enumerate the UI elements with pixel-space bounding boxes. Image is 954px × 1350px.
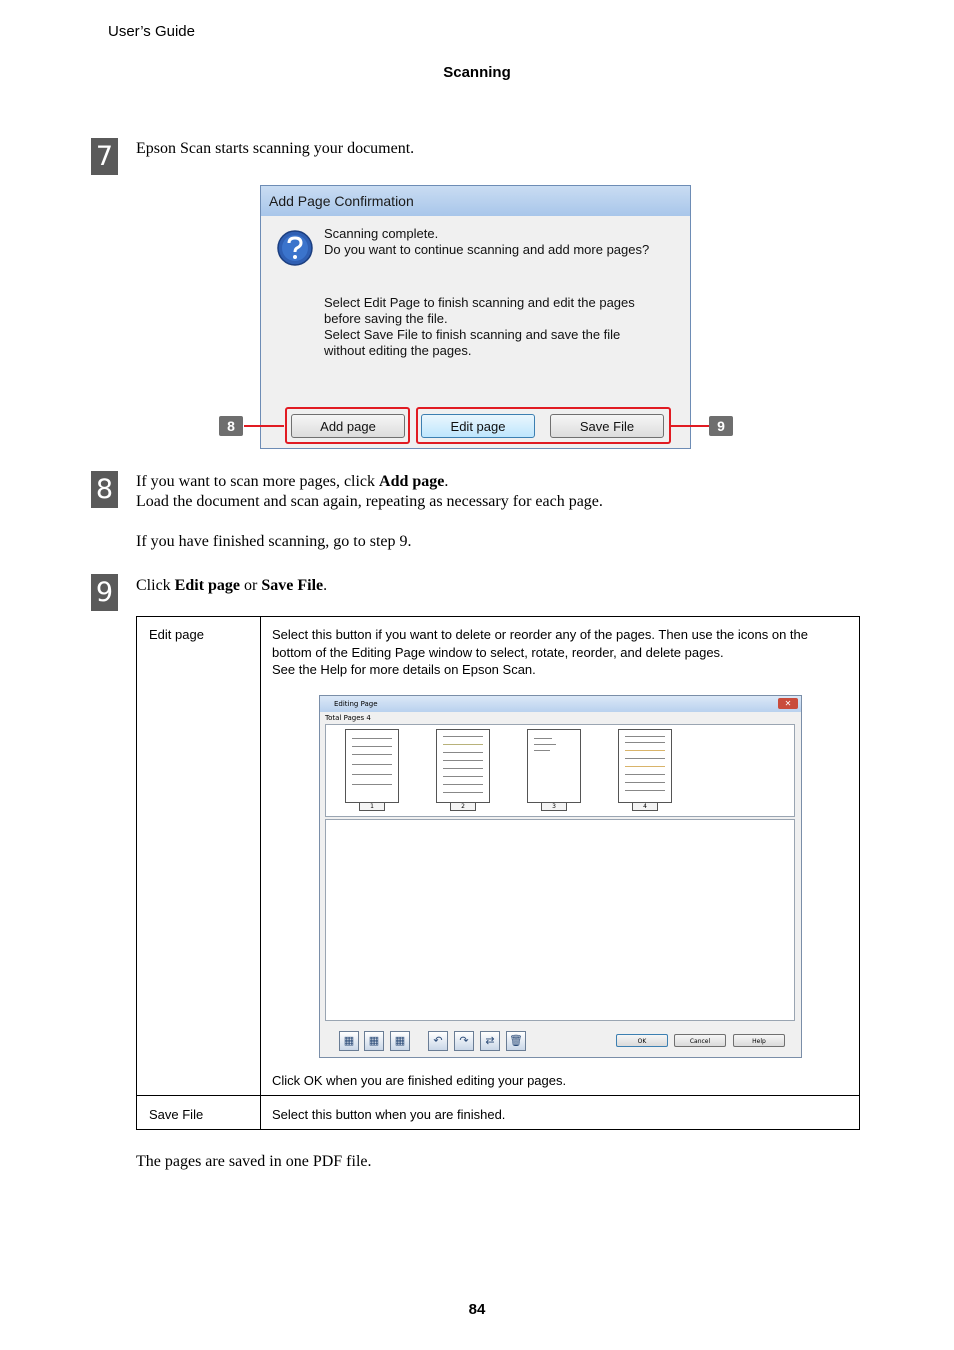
delete-icon[interactable]: 🗑 [506,1031,526,1051]
page-number-label: 3 [541,802,567,811]
page-number-label: 4 [632,802,658,811]
dialog-line-2: Do you want to continue scanning and add more pages? [324,242,650,257]
callout-9-line [670,425,710,427]
row-edit-page-desc-2: bottom of the Editing Page window to select, rotate, reorder, and delete pages. [272,645,724,660]
dialog-title: Add Page Confirmation [261,186,690,216]
row-edit-page-label: Edit page [149,627,204,642]
dialog-para-3: Select Save File to finish scanning and save the file [324,327,621,342]
callout-9: 9 [709,416,733,436]
save-file-button[interactable]: Save File [550,414,664,438]
page-number-label: 1 [359,802,385,811]
close-icon[interactable]: ✕ [778,698,798,709]
callout-8: 8 [219,416,243,436]
dialog-para-2: before saving the file. [324,311,448,326]
dialog-para-4: without editing the pages. [324,343,472,358]
dialog-para-1: Select Edit Page to finish scanning and edit the pages [324,295,635,310]
callout-8-line [244,425,284,427]
step-8-line-2: Load the document and scan again, repeating as necessary for each page. [136,493,603,510]
question-icon [277,230,313,266]
page-thumbnail[interactable] [527,729,581,803]
page-thumbnail[interactable] [345,729,399,803]
step-9-text: Click Edit page or Save File. [136,577,328,594]
page-thumbnail[interactable] [618,729,672,803]
rotate-right-icon[interactable]: ↷ [454,1031,474,1051]
guide-title: User’s Guide [108,23,195,40]
edit-page-button[interactable]: Edit page [421,414,535,438]
reorder-icon[interactable]: ⇄ [480,1031,500,1051]
add-page-confirmation-dialog [260,185,691,449]
select-even-pages-icon[interactable]: ▦ [364,1031,384,1051]
step-9-badge: 9 [91,574,118,611]
cancel-button[interactable]: Cancel [674,1034,726,1047]
thumbnail-strip [325,724,795,817]
total-pages-label: Total Pages 4 [325,714,371,722]
row-edit-page-desc-3: See the Help for more details on Epson Scan. [272,662,536,677]
page-thumbnail[interactable] [436,729,490,803]
preview-area [325,819,795,1021]
editing-page-title: Editing Page [320,696,801,712]
saved-note: The pages are saved in one PDF file. [136,1153,372,1170]
editing-page-window [319,695,802,1058]
select-odd-pages-icon[interactable]: ▦ [339,1031,359,1051]
select-all-pages-icon[interactable]: ▦ [390,1031,410,1051]
ok-button[interactable]: OK [616,1034,668,1047]
step-8-badge: 8 [91,471,118,508]
step-8-line-3: If you have finished scanning, go to step 9. [136,533,412,550]
row-save-file-label: Save File [149,1107,204,1122]
step-7-text: Epson Scan starts scanning your document. [136,140,415,157]
step-8-line-1: If you want to scan more pages, click Add page. [136,473,449,490]
add-page-button[interactable]: Add page [291,414,405,438]
dialog-line-1: Scanning complete. [324,226,439,241]
table-column-divider [260,617,261,1129]
row-edit-page-desc-1: Select this button if you want to delete or reorder any of the pages. Then use the icons on the [272,627,808,642]
table-row-divider [137,1095,859,1096]
step-7-badge: 7 [91,138,118,175]
section-title: Scanning [443,64,511,81]
page-number-label: 2 [450,802,476,811]
page-number: 84 [468,1301,486,1318]
row-edit-page-after: Click OK when you are finished editing your pages. [272,1073,567,1088]
help-button[interactable]: Help [733,1034,785,1047]
rotate-left-icon[interactable]: ↶ [428,1031,448,1051]
row-save-file-desc: Select this button when you are finished. [272,1107,506,1122]
